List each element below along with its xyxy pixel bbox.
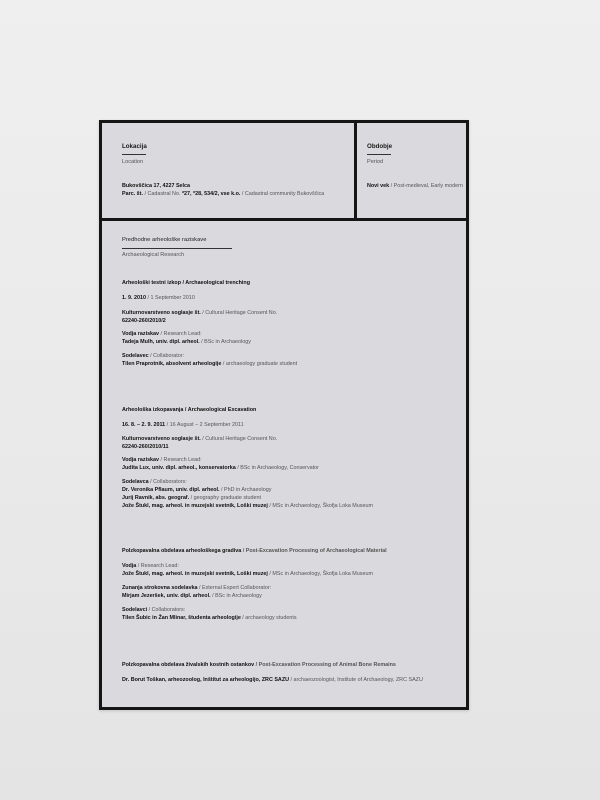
lead-label: Vodja raziskav / Research Lead: [122,331,202,337]
lead-label: Vodja / Research Lead: [122,563,179,569]
section-heading: Arheološka izkopavanja / Archaeological Excavation [122,407,257,413]
lead-person: Jože Štukl, mag. arheol. in muzejski svetnik, Loški muzej / MSc in Archaeology, Škofja Loka Museum [122,571,373,577]
consent-label: Kulturnovarstveno soglasje št. / Cultural Heritage Consent No. [122,436,278,442]
lead-person: Judita Lux, univ. dipl. arheol., konservatorka / BSc in Archaeology, Conservator [122,465,319,471]
consent-number: 62240-260/2010/2 [122,318,166,324]
research-rule [122,248,232,249]
period-subtitle: Period [367,159,384,165]
consent-number: 62240-260/2010/11 [122,444,169,450]
collab-person: Tilen Praprotnik, absolvent arheologije / archaeology graduate student [122,361,298,367]
collab-label: Sodelavci / Collaborators: [122,607,186,613]
collab-label: Sodelavca / Collaborators: [122,479,187,485]
section-date: 16. 8. – 2. 9. 2011 / 16 August – 2 September 2011 [122,422,244,428]
section-date: 1. 9. 2010 / 1 September 2010 [122,295,195,301]
ext-person: Mirjam Jezeršek, univ. dipl. arheol. / BSc in Archaeology [122,593,262,599]
section-heading: Polzkopavalna obdelava arheološkega gradiva / Post-Excavation Processing of Archaeological Material [122,548,387,554]
consent-label: Kulturnovarstveno soglasje št. / Cultural Heritage Consent No. [122,310,278,316]
research-title: Predhodne arheološke raziskave [122,237,207,243]
section-heading: Arheološki testni izkop / Archaeological trenching [122,280,251,286]
collab-person: Tilen Šubic in Žan Mlinar, študenta arheologije / archaeology students [122,615,297,621]
person-line: Dr. Borut Toškan, arheozoolog, Inštitut za arheologijo, ZRC SAZU / archaeozoologist, Institute of Archaeology, ZRC SAZU [122,677,423,683]
period-rule [367,154,391,155]
collab-person: Jože Štukl, mag. arheol. in muzejski svetnik, Loški muzej / MSc in Archaeology, Škofja Loka Museum [122,503,373,509]
lead-label: Vodja raziskav / Research Lead: [122,457,202,463]
location-rule [122,154,146,155]
location-subtitle: Location [122,159,144,165]
location-address: Bukovščica 17, 4227 Selca [122,183,191,189]
location-panel [102,123,357,218]
location-parcel: Parc. št. / Cadastral No. *27, *28, 534/2, vse k.o. / Cadastral community Bukovščica [122,191,325,197]
collab-person: Dr. Veronika Pflaum, univ. dipl. arheol. / PhD in Archaeology [122,487,272,493]
section-heading: Polzkopavalna obdelava živalskih kostnih ostankov / Post-Excavation Processing of Animal Bone Remains [122,662,396,668]
collab-label: Sodelavec / Collaborator: [122,353,185,359]
period-title: Obdobje [367,143,393,150]
location-title: Lokacija [122,143,147,150]
collab-person: Jurij Ravnik, abs. geograf. / geography graduate student [122,495,262,501]
period-panel [357,123,466,218]
info-poster [99,120,469,710]
ext-label: Zunanja strokovna sodelavka / External Expert Collaborator: [122,585,272,591]
header-row [102,123,466,221]
research-subtitle: Archaeological Research [122,252,185,258]
lead-person: Tadeja Mulh, univ. dipl. arheol. / BSc in Archaeology [122,339,251,345]
period-value: Novi vek / Post-medieval, Early modern [367,183,463,189]
